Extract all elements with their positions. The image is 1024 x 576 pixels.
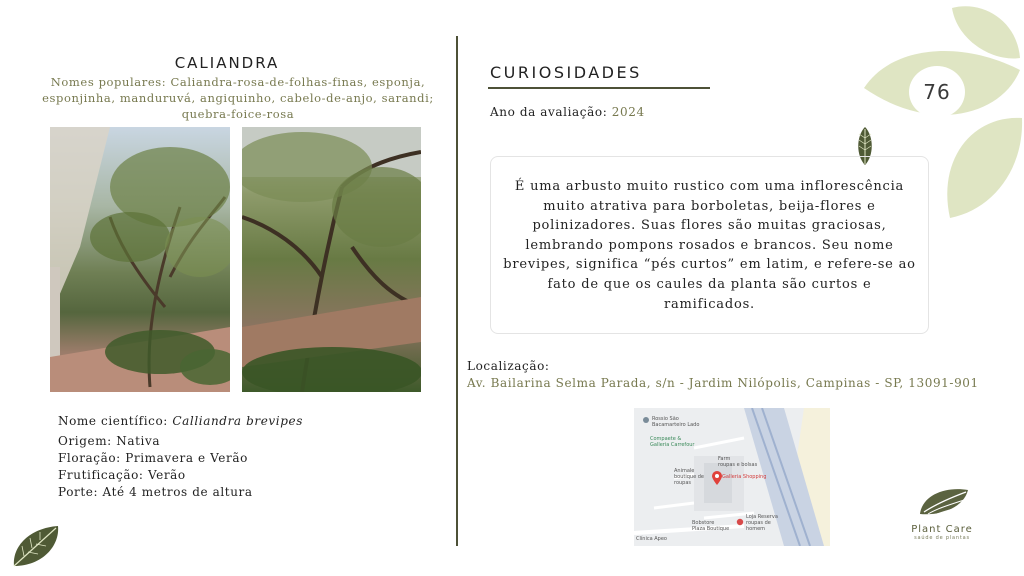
brand-logo	[900, 484, 984, 541]
brand-name: Plant Care	[911, 524, 973, 535]
scientific-name-label: Nome científico:	[58, 414, 173, 428]
map-label-f: Loja Reserva roupas de homem	[746, 514, 778, 532]
map-label-b: Compaete & Galleria Carrefour	[650, 436, 695, 448]
year-label: Ano da avaliação:	[490, 105, 612, 119]
map-label-d: Galleria Shopping	[722, 474, 767, 480]
column-divider	[456, 36, 458, 546]
page-number: 76	[909, 66, 965, 118]
origin: Origem: Nativa	[58, 434, 161, 448]
scientific-name: Calliandra brevipes	[172, 414, 303, 428]
map-label-g: Bobstore Plaza Boutique	[692, 520, 730, 532]
map-label-c: Farm roupas e bolsas	[718, 456, 758, 468]
scientific-name-row	[58, 413, 303, 430]
plant-photo-1-illustration	[50, 127, 230, 392]
year-value: 2024	[611, 105, 645, 119]
map-pin-icon[interactable]	[711, 470, 723, 486]
leaf-icon	[10, 522, 62, 570]
heading-underline	[488, 87, 710, 89]
popular-names: Nomes populares: Caliandra-rosa-de-folhas-finas, esponja, esponjinha, manduruvá, angiquinho, cabelo-de-anjo, sarandi; quebra-foice-rosa	[42, 75, 434, 121]
plant-size: Porte: Até 4 metros de altura	[58, 485, 253, 499]
location-map[interactable]	[634, 408, 830, 546]
plant-title: CALIANDRA	[174, 54, 280, 72]
plant-photo-2	[242, 127, 421, 392]
location-label: Localização:	[467, 359, 550, 373]
brand-subtitle: saúde de plantas	[914, 535, 970, 541]
flowering: Floração: Primavera e Verão	[58, 451, 248, 465]
plant-facts	[58, 413, 303, 501]
curiosities-box: É uma arbusto muito rustico com uma inflorescência muito atrativa para borboletas, beija-flores e polinizadores. Suas flores são muitas graciosas, lembrando pompons rosados e brancos. Seu nome brevipes, significa “pés curtos” em latim, e refere-se ao fato de que os caules da planta são curtos e ramificados.	[490, 156, 929, 334]
evaluation-year	[490, 105, 645, 119]
curiosities-heading: CURIOSIDADES	[490, 63, 642, 82]
map-label-h: Clínica Apeo	[636, 536, 667, 542]
plant-care-logo	[914, 484, 970, 518]
map-label-e: Animale boutique de roupas	[674, 468, 705, 486]
plant-photo-2-illustration	[242, 127, 421, 392]
map-poi-icon	[642, 416, 650, 424]
plant-photo-1	[50, 127, 230, 392]
location-address: Av. Bailarina Selma Parada, s/n - Jardim Nilópolis, Campinas - SP, 13091-901	[467, 376, 979, 390]
map-poi-icon	[736, 518, 744, 526]
fruiting: Frutificação: Verão	[58, 468, 186, 482]
map-label-a: Rossio São Bacamarteiro Lado	[652, 416, 700, 428]
